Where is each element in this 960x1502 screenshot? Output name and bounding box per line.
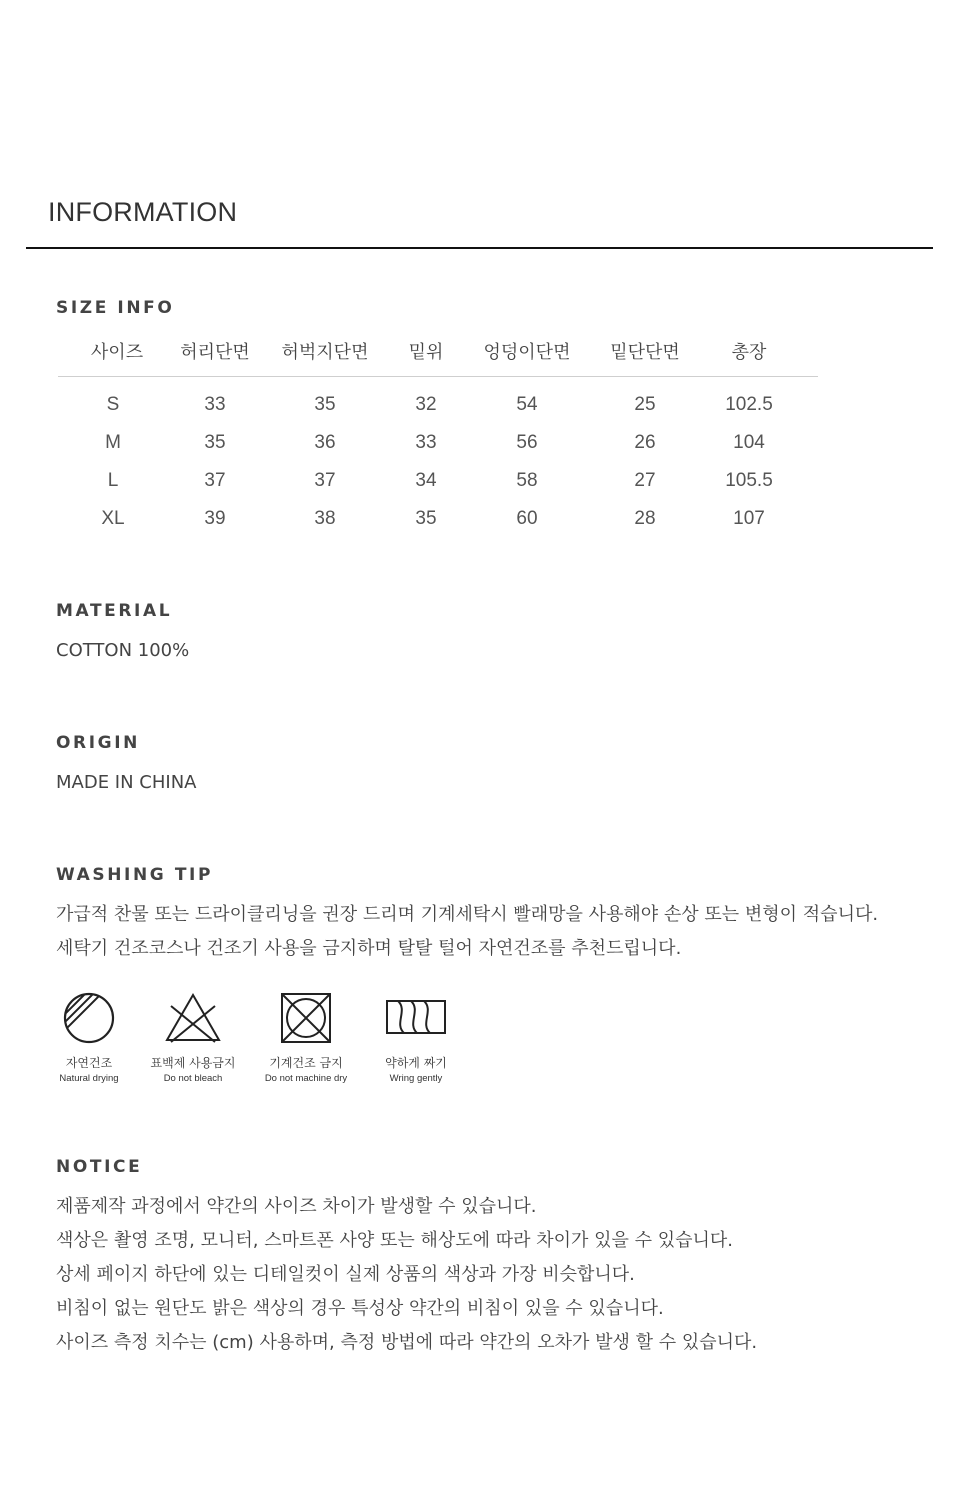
cell-thigh: 38 [314,508,336,529]
size-table-body [58,392,818,544]
wring-gently-icon [384,990,448,1046]
cell-waist: 33 [204,394,226,415]
header-waist: 허리단면 [180,342,250,363]
material-value: COTTON 100% [56,640,190,661]
header-thigh: 허벅지단면 [281,342,369,363]
size-table-header [58,334,818,377]
notice-line: 색상은 촬영 조명, 모니터, 스마트폰 사양 또는 해상도에 따라 차이가 있을 수 있습니다. [56,1230,734,1251]
notice-heading: NOTICE [56,1157,143,1177]
cell-size: XL [101,508,125,529]
table-row [58,506,818,544]
notice-line: 제품제작 과정에서 약간의 사이즈 차이가 발생할 수 있습니다. [56,1196,537,1217]
notice-text [56,1190,757,1360]
table-row [58,430,818,468]
washing-line: 세탁기 건조코스나 건조기 사용을 금지하며 탈탈 털어 자연건조를 추천드립니다. [56,938,682,959]
cell-length: 102.5 [725,394,773,415]
care-label-en: Do not machine dry [264,1073,348,1084]
title-divider [26,247,933,249]
care-item-do-not-bleach [138,990,248,1084]
care-label-ko: 자연건조 [65,1056,113,1070]
do-not-bleach-icon [163,990,223,1046]
cell-length: 104 [733,432,765,453]
cell-size: M [105,432,121,453]
cell-hem: 27 [634,470,656,491]
cell-hem: 26 [634,432,656,453]
size-table [58,334,818,544]
cell-thigh: 37 [314,470,336,491]
washing-text [56,898,878,966]
header-size: 사이즈 [90,342,144,363]
header-rise: 밑위 [408,342,444,363]
notice-line: 상세 페이지 하단에 있는 디테일컷이 실제 상품의 색상과 가장 비슷합니다. [56,1264,635,1285]
cell-rise: 35 [415,508,437,529]
cell-waist: 35 [204,432,226,453]
cell-size: L [107,470,119,491]
notice-line: 사이즈 측정 치수는 (cm) 사용하며, 측정 방법에 따라 약간의 오차가 발생 할 수 있습니다. [56,1332,758,1353]
cell-hem: 28 [634,508,656,529]
cell-thigh: 35 [314,394,336,415]
origin-value: MADE IN CHINA [56,772,197,793]
natural-drying-icon [61,990,117,1046]
cell-hip: 54 [516,394,538,415]
cell-rise: 32 [415,394,437,415]
care-item-do-not-machine-dry [251,990,361,1084]
care-label-ko: 기계건조 금지 [269,1056,343,1070]
cell-length: 105.5 [725,470,773,491]
cell-hem: 25 [634,394,656,415]
cell-hip: 60 [516,508,538,529]
cell-hip: 58 [516,470,538,491]
header-hem: 밑단단면 [610,342,680,363]
cell-length: 107 [733,508,765,529]
page-title: INFORMATION [48,197,238,227]
do-not-machine-dry-icon [278,990,334,1046]
cell-waist: 39 [204,508,226,529]
cell-hip: 56 [516,432,538,453]
care-item-natural-drying [34,990,144,1084]
size-info-heading: SIZE INFO [56,298,175,318]
washing-line: 가급적 찬물 또는 드라이클리닝을 권장 드리며 기계세탁시 빨래망을 사용해야 손상 또는 변형이 적습니다. [56,904,879,925]
cell-rise: 34 [415,470,437,491]
care-label-ko: 약하게 짜기 [385,1056,447,1070]
care-item-wring-gently [361,990,471,1084]
cell-size: S [106,394,120,415]
material-heading: MATERIAL [56,601,173,621]
care-label-en: Do not bleach [163,1073,223,1084]
washing-heading: WASHING TIP [56,865,214,885]
notice-line: 비침이 없는 원단도 밝은 색상의 경우 특성상 약간의 비침이 있을 수 있습니다. [56,1298,664,1319]
table-row [58,468,818,506]
cell-rise: 33 [415,432,437,453]
care-label-en: Natural drying [59,1073,119,1084]
care-label-ko: 표백제 사용금지 [150,1056,236,1070]
cell-thigh: 36 [314,432,336,453]
header-length: 총장 [731,342,767,363]
origin-heading: ORIGIN [56,733,140,753]
header-hip: 엉덩이단면 [483,342,571,363]
cell-waist: 37 [204,470,226,491]
table-row [58,392,818,430]
care-label-en: Wring gently [389,1073,443,1084]
